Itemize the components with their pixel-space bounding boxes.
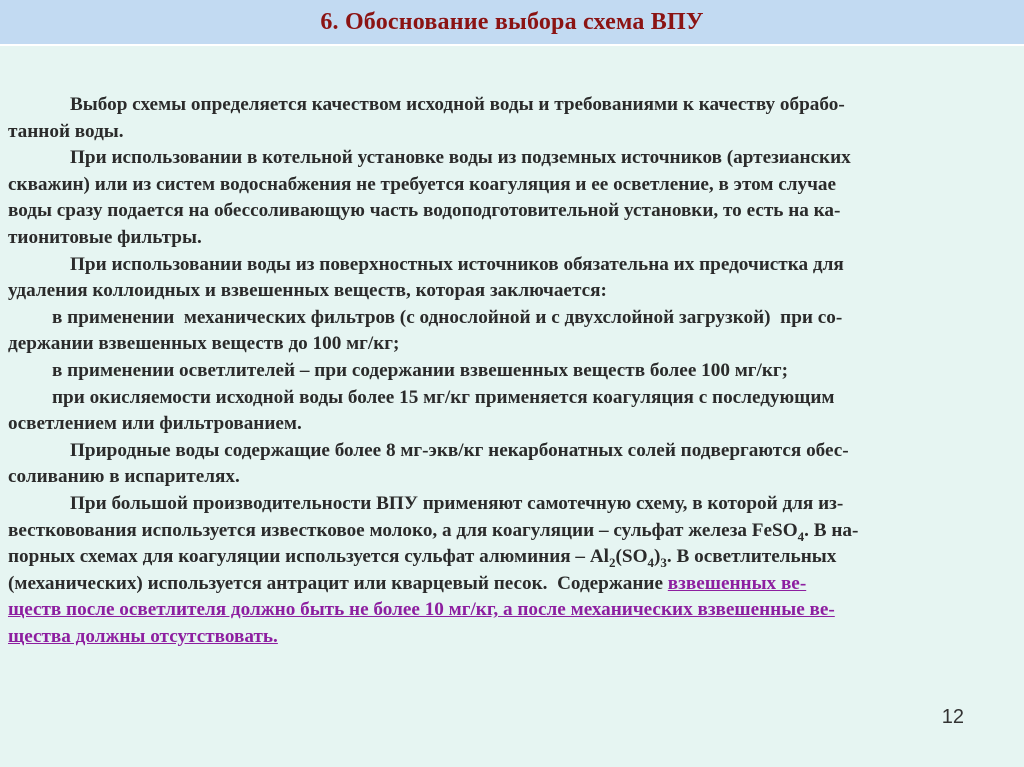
subscript: 4 — [647, 555, 655, 571]
text-line: При использовании воды из поверхностных источников обязательна их предочистка для — [70, 253, 844, 275]
slide-title: 6. Обоснование выбора схема ВПУ — [320, 8, 704, 35]
text-segment: вестковования используется известковое молоко, а для коагуляции – сульфат железа FeSO — [8, 519, 798, 541]
text-line: Природные воды содержащие более 8 мг-экв/кг некарбонатных солей подвергаются обес- — [70, 439, 849, 461]
highlight-line — [8, 624, 998, 651]
text-segment: порных схемах для коагуляции используется сульфат алюминия – Al — [8, 546, 610, 568]
subscript: 2 — [609, 555, 616, 571]
body-text — [8, 92, 998, 650]
text-line: скважин) или из систем водоснабжения не требуется коагуляция и ее осветление, в этом случае — [8, 173, 837, 195]
text-segment: ) — [654, 546, 661, 568]
text-line: удаления коллоидных и взвешенных веществ, которая заключается: — [8, 280, 607, 302]
text-line: осветлением или фильтрованием. — [8, 413, 302, 435]
page-number: 12 — [941, 706, 964, 728]
text-segment: (механических) используется антрацит или кварцевый песок. Содержание — [8, 572, 668, 594]
text-line: При большой производительности ВПУ применяют самотечную схему, в которой для из- — [70, 492, 844, 514]
text-segment: . В осветлительных — [666, 546, 837, 568]
header-bar — [0, 0, 1024, 46]
subscript: 3 — [660, 555, 667, 571]
highlight-link[interactable]: ществ после осветлителя должно быть не более 10 мг/кг, а после механических взвешенные ве- — [8, 599, 835, 621]
text-line: танной воды. — [8, 120, 124, 142]
text-line-al2so43 — [8, 544, 998, 571]
text-line: воды сразу подается на обессоливающую часть водоподготовительной установки, то есть на ка- — [8, 200, 841, 222]
text-line: в применении механических фильтров (с однослойной и с двухслойной загрузкой) при со- — [52, 306, 843, 328]
text-line: соливанию в испарителях. — [8, 466, 240, 488]
text-line: держании взвешенных веществ до 100 мг/кг; — [8, 333, 400, 355]
text-line: тионитовые фильтры. — [8, 226, 202, 248]
text-line: при окисляемости исходной воды более 15 мг/кг применяется коагуляция с последующим — [52, 386, 835, 408]
highlight-link[interactable]: взвешенных ве- — [667, 572, 807, 594]
text-segment: (SO — [615, 546, 648, 568]
highlight-link[interactable]: щества должны отсутствовать. — [8, 625, 278, 647]
text-line-feso4 — [8, 518, 998, 545]
text-segment: . В на- — [804, 519, 859, 541]
text-line: При использовании в котельной установке воды из подземных источников (артезианских — [70, 147, 851, 169]
subscript: 4 — [797, 528, 805, 544]
text-line-with-link — [8, 571, 998, 598]
text-line: Выбор схемы определяется качеством исходной воды и требованиями к качеству обрабо- — [70, 94, 845, 115]
text-line: в применении осветлителей – при содержании взвешенных веществ более 100 мг/кг; — [52, 359, 788, 381]
